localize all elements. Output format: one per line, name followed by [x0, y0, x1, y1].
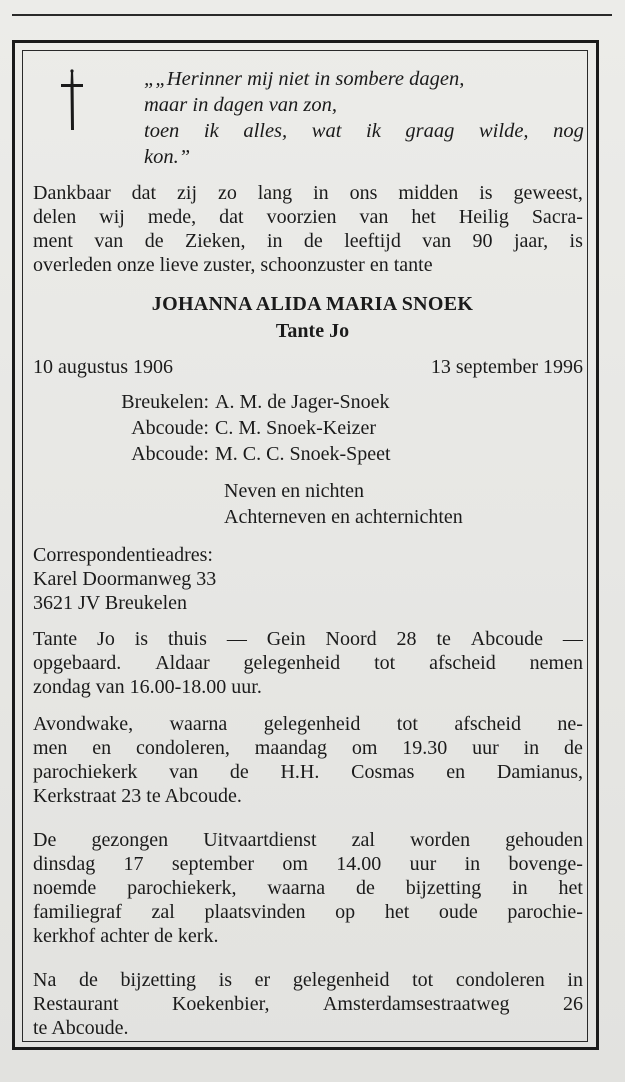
word: Jo	[97, 628, 115, 650]
text-line	[33, 992, 583, 1016]
text-line	[33, 876, 583, 900]
word: de	[355, 877, 375, 899]
word: is	[218, 969, 233, 991]
word: ik	[203, 120, 219, 142]
word: het	[411, 206, 436, 228]
word: en	[446, 761, 466, 783]
word: wij	[99, 206, 125, 228]
memorial-poem	[144, 66, 584, 170]
word: parochiekerk,	[127, 877, 237, 899]
word: en	[92, 737, 112, 759]
word: van	[359, 206, 389, 228]
funeral-paragraph	[33, 828, 583, 948]
correspondence-street: Karel Doormanweg 33	[33, 568, 217, 590]
relatives-line: Achterneven en achternichten	[224, 506, 463, 528]
word: —	[562, 628, 583, 650]
word: condoleren	[455, 969, 545, 991]
relatives	[224, 478, 463, 530]
word: in	[313, 182, 329, 204]
word: ment	[33, 230, 73, 252]
word: waarna	[169, 713, 228, 735]
word: 90	[472, 230, 493, 252]
word: zij	[177, 182, 198, 204]
word: zo	[217, 182, 237, 204]
text-line	[33, 828, 583, 852]
word: de	[78, 969, 98, 991]
word: om	[282, 853, 308, 875]
word: in	[464, 853, 481, 875]
family-city: Breukelen:	[121, 391, 209, 413]
word: Noord	[325, 628, 377, 650]
word: parochiekerk	[33, 761, 138, 783]
word: waarna	[267, 877, 326, 899]
word: ons	[349, 182, 378, 204]
word: dinsdag	[33, 853, 96, 875]
word: Koekenbier,	[171, 993, 270, 1015]
family-city: Abcoude:	[131, 417, 209, 439]
word: H.H.	[280, 761, 320, 783]
word: uur	[472, 737, 499, 759]
word: september	[171, 853, 255, 875]
relatives-line: Neven en nichten	[224, 480, 364, 502]
text-line	[33, 712, 583, 736]
text-line	[33, 900, 583, 924]
word: er	[254, 969, 271, 991]
family-list	[99, 389, 391, 467]
text-line: Kerkstraat 23 te Abcoude.	[33, 785, 242, 807]
word: tot	[412, 969, 434, 991]
text-line	[33, 651, 583, 675]
birth-date: 10 augustus 1906	[33, 356, 173, 378]
text-line	[33, 852, 583, 876]
word: lang	[257, 182, 293, 204]
text-line	[33, 181, 583, 205]
word: om	[351, 737, 378, 759]
word: de	[229, 761, 249, 783]
word: 26	[563, 993, 583, 1015]
deceased-nickname: Tante Jo	[275, 320, 350, 342]
death-date: 13 september 1996	[430, 356, 583, 378]
word: nemen	[529, 652, 583, 674]
word: Tante	[33, 628, 78, 650]
poem-line: kon.”	[144, 146, 191, 168]
text-line	[33, 205, 583, 229]
word: Restaurant	[33, 993, 119, 1015]
text-line: te Abcoude.	[33, 1017, 129, 1039]
text-line	[33, 627, 583, 651]
word: Na	[33, 969, 57, 991]
family-name: A. M. de Jager-Snoek	[215, 391, 390, 413]
poem-line	[144, 118, 584, 144]
word: van	[422, 230, 452, 252]
word: noemde	[33, 877, 97, 899]
word: worden	[410, 829, 471, 851]
word: graag	[405, 120, 455, 142]
word: Avondwake,	[33, 713, 134, 735]
word: bovenge-	[508, 853, 583, 875]
word: op	[335, 901, 356, 923]
word: is	[134, 628, 149, 650]
family-row	[99, 441, 391, 467]
word: alles,	[243, 120, 288, 142]
word: maandag	[254, 737, 327, 759]
word: gelegenheid	[263, 713, 361, 735]
viewing-paragraph	[33, 627, 583, 699]
word: tot	[374, 652, 396, 674]
text-line	[33, 760, 583, 784]
word: de	[564, 737, 583, 759]
word: gelegenheid	[243, 652, 341, 674]
word: bijzetting	[120, 969, 197, 991]
word: oude	[438, 901, 478, 923]
intro-paragraph	[33, 181, 583, 277]
text-line: overleden onze lieve zuster, schoonzuster en tante	[33, 254, 433, 276]
word: geweest,	[513, 182, 583, 204]
family-city: Abcoude:	[131, 443, 209, 465]
word: tot	[396, 713, 418, 735]
word: Damianus,	[496, 761, 583, 783]
word: bijzetting	[405, 877, 482, 899]
word: van	[169, 761, 199, 783]
word: afscheid	[454, 713, 521, 735]
word: Sacra-	[531, 206, 583, 228]
word: Cosmas	[351, 761, 415, 783]
word: Uitvaartdienst	[203, 829, 317, 851]
word: plaatsvinden	[204, 901, 306, 923]
word: dat	[219, 206, 244, 228]
divider-line	[12, 14, 612, 16]
reception-paragraph	[33, 968, 583, 1040]
word: te	[436, 628, 451, 650]
word: men	[33, 737, 68, 759]
word: nog	[553, 120, 584, 142]
word: wat	[311, 120, 342, 142]
word: de	[303, 230, 323, 252]
vigil-paragraph	[33, 712, 583, 808]
poem-line: „„Herinner mij niet in sombere dagen,	[144, 68, 465, 90]
word: zal	[351, 829, 375, 851]
word: ne-	[557, 713, 583, 735]
word: 19.30	[402, 737, 448, 759]
word: afscheid	[429, 652, 496, 674]
word: Dankbaar	[33, 182, 111, 204]
word: 28	[396, 628, 417, 650]
word: midden	[398, 182, 459, 204]
word: Zieken,	[185, 230, 246, 252]
text-line: kerkhof achter de kerk.	[33, 925, 219, 947]
family-row	[99, 415, 391, 441]
poem-line: maar in dagen van zon,	[144, 94, 338, 116]
word: Heilig	[458, 206, 509, 228]
word: gezongen	[91, 829, 169, 851]
word: dat	[131, 182, 157, 204]
word: 17	[123, 853, 144, 875]
word: thuis	[168, 628, 207, 650]
word: mede,	[147, 206, 197, 228]
word: Abcoude	[470, 628, 543, 650]
word: zal	[151, 901, 175, 923]
word: familiegraf	[33, 901, 122, 923]
word: jaar,	[513, 230, 549, 252]
word: Aldaar	[155, 652, 210, 674]
word: het	[384, 901, 410, 923]
word: voorzien	[266, 206, 337, 228]
deceased-name: JOHANNA ALIDA MARIA SNOEK	[151, 293, 474, 315]
word: uur	[409, 853, 437, 875]
word: parochie-	[507, 901, 583, 923]
word: het	[558, 877, 583, 899]
word: condoleren,	[136, 737, 230, 759]
latin-cross-icon	[59, 68, 85, 132]
correspondence-postal-city: 3621 JV Breukelen	[33, 592, 188, 614]
word: —	[226, 628, 247, 650]
correspondence-address	[33, 543, 583, 615]
word: van	[94, 230, 124, 252]
word: ik	[366, 120, 381, 142]
word: gehouden	[505, 829, 583, 851]
family-name: C. M. Snoek-Keizer	[215, 417, 377, 439]
word: delen	[33, 206, 77, 228]
word: in	[512, 877, 528, 899]
correspondence-label: Correspondentieadres:	[33, 544, 213, 566]
word: in	[567, 969, 583, 991]
word: wilde,	[479, 120, 529, 142]
text-line	[33, 968, 583, 992]
text-line: zondag van 16.00-18.00 uur.	[33, 676, 262, 698]
word: de	[144, 230, 164, 252]
word: gelegenheid	[292, 969, 390, 991]
text-line	[33, 736, 583, 760]
word: leeftijd	[344, 230, 401, 252]
word: De	[33, 829, 57, 851]
word: is	[569, 230, 583, 252]
word: Amsterdamsestraatweg	[322, 993, 510, 1015]
text-line	[33, 229, 583, 253]
word: 14.00	[336, 853, 382, 875]
word: in	[266, 230, 283, 252]
word: is	[479, 182, 493, 204]
word: Gein	[266, 628, 306, 650]
word: in	[523, 737, 540, 759]
family-name: M. C. C. Snoek-Speet	[215, 443, 391, 465]
word: opgebaard.	[33, 652, 122, 674]
family-row	[99, 389, 391, 415]
word: toen	[144, 120, 180, 142]
